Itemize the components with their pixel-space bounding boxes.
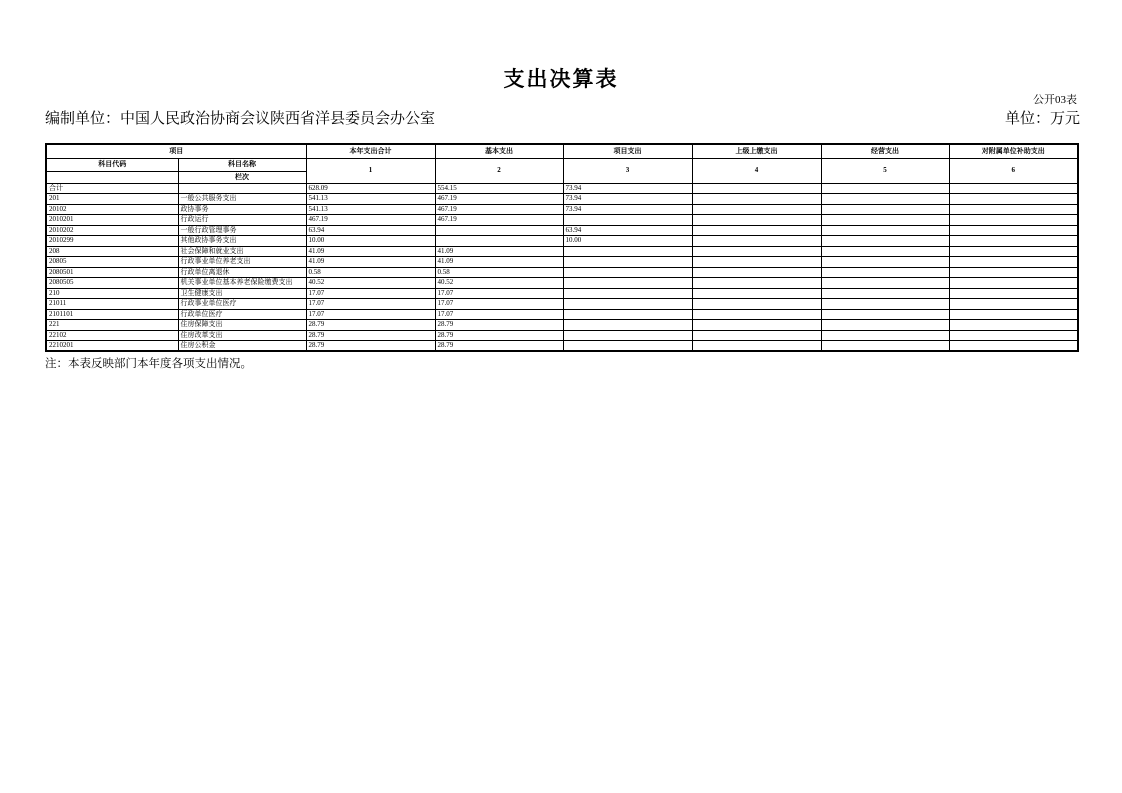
subject-name-cell: 政协事务 — [178, 204, 306, 215]
value-cell: 63.94 — [306, 225, 435, 236]
value-cell — [949, 257, 1078, 268]
value-cell: 17.07 — [435, 288, 563, 299]
table-row — [46, 204, 1078, 215]
value-cell — [949, 330, 1078, 341]
value-cell — [692, 299, 821, 310]
value-cell — [821, 236, 949, 247]
value-cell — [563, 341, 692, 352]
value-cell: 0.58 — [306, 267, 435, 278]
column-header: 经营支出 — [821, 144, 949, 158]
column-index: 1 — [306, 158, 435, 183]
column-index: 3 — [563, 158, 692, 183]
value-cell: 41.09 — [306, 246, 435, 257]
subject-name-cell: 住房公积金 — [178, 341, 306, 352]
subject-name-cell: 机关事业单位基本养老保险缴费支出 — [178, 278, 306, 289]
value-cell — [821, 341, 949, 352]
value-cell — [692, 225, 821, 236]
value-cell — [949, 309, 1078, 320]
subject-name-cell: 行政单位医疗 — [178, 309, 306, 320]
value-cell — [692, 267, 821, 278]
column-header: 对附属单位补助支出 — [949, 144, 1078, 158]
table-row — [46, 183, 1078, 194]
table-row — [46, 257, 1078, 268]
value-cell — [692, 204, 821, 215]
table-row — [46, 225, 1078, 236]
value-cell — [563, 320, 692, 331]
value-cell — [692, 309, 821, 320]
table-row — [46, 236, 1078, 247]
subject-name-cell: 行政事业单位养老支出 — [178, 257, 306, 268]
value-cell: 28.79 — [435, 341, 563, 352]
subject-name-cell: 卫生健康支出 — [178, 288, 306, 299]
value-cell — [563, 215, 692, 226]
value-cell: 17.07 — [306, 309, 435, 320]
subject-name-cell: 行政运行 — [178, 215, 306, 226]
value-cell: 41.09 — [306, 257, 435, 268]
column-index: 4 — [692, 158, 821, 183]
column-rank-header: 栏次 — [178, 171, 306, 183]
subject-name-cell: 住房保障支出 — [178, 320, 306, 331]
value-cell — [563, 278, 692, 289]
subject-code-cell: 2210201 — [46, 341, 178, 352]
subject-code-cell: 2080505 — [46, 278, 178, 289]
table-row — [46, 215, 1078, 226]
value-cell — [692, 330, 821, 341]
value-cell: 17.07 — [306, 288, 435, 299]
value-cell: 17.07 — [435, 299, 563, 310]
value-cell — [821, 246, 949, 257]
subject-code-cell: 22102 — [46, 330, 178, 341]
value-cell — [435, 236, 563, 247]
subject-name-cell: 一般行政管理事务 — [178, 225, 306, 236]
value-cell: 541.13 — [306, 194, 435, 205]
subject-code-cell: 208 — [46, 246, 178, 257]
value-cell: 541.13 — [306, 204, 435, 215]
table-code-label: 公开03表 — [1033, 94, 1077, 106]
value-cell — [563, 299, 692, 310]
value-cell — [949, 288, 1078, 299]
subject-name-cell: 行政事业单位医疗 — [178, 299, 306, 310]
subject-code-cell: 20805 — [46, 257, 178, 268]
table-row — [46, 246, 1078, 257]
table-row — [46, 341, 1078, 352]
table-row — [46, 194, 1078, 205]
currency-unit-label: 单位：万元 — [1004, 111, 1080, 127]
value-cell: 28.79 — [306, 341, 435, 352]
value-cell — [692, 288, 821, 299]
value-cell — [563, 288, 692, 299]
value-cell — [949, 267, 1078, 278]
value-cell — [949, 299, 1078, 310]
column-header: 项目支出 — [563, 144, 692, 158]
header-row-1 — [46, 144, 1078, 158]
value-cell: 10.00 — [563, 236, 692, 247]
value-cell — [692, 236, 821, 247]
value-cell — [949, 225, 1078, 236]
value-cell — [563, 257, 692, 268]
subject-code-header: 科目代码 — [46, 158, 178, 171]
column-header: 上级上缴支出 — [692, 144, 821, 158]
value-cell — [435, 225, 563, 236]
value-cell — [949, 194, 1078, 205]
subject-code-cell: 2101101 — [46, 309, 178, 320]
value-cell — [821, 309, 949, 320]
table-row — [46, 309, 1078, 320]
value-cell: 0.58 — [435, 267, 563, 278]
value-cell — [949, 320, 1078, 331]
value-cell — [692, 194, 821, 205]
value-cell — [949, 183, 1078, 194]
value-cell — [692, 246, 821, 257]
preparer-unit-label: 编制单位：中国人民政治协商会议陕西省洋县委员会办公室 — [45, 111, 436, 127]
value-cell: 73.94 — [563, 204, 692, 215]
table-row — [46, 288, 1078, 299]
header-row-2 — [46, 158, 1078, 171]
value-cell — [821, 330, 949, 341]
value-cell — [821, 204, 949, 215]
value-cell: 28.79 — [306, 320, 435, 331]
value-cell: 28.79 — [306, 330, 435, 341]
value-cell — [821, 183, 949, 194]
value-cell — [949, 236, 1078, 247]
value-cell: 41.09 — [435, 246, 563, 257]
value-cell — [949, 341, 1078, 352]
value-cell: 17.07 — [306, 299, 435, 310]
table-row — [46, 267, 1078, 278]
column-index: 5 — [821, 158, 949, 183]
value-cell — [821, 278, 949, 289]
value-cell: 40.52 — [435, 278, 563, 289]
value-cell: 467.19 — [435, 204, 563, 215]
value-cell — [821, 299, 949, 310]
value-cell: 28.79 — [435, 320, 563, 331]
table-body — [46, 183, 1078, 351]
subject-code-cell: 合计 — [46, 183, 178, 194]
subject-code-cell: 2010201 — [46, 215, 178, 226]
subject-name-header: 科目名称 — [178, 158, 306, 171]
value-cell — [949, 278, 1078, 289]
table-row — [46, 299, 1078, 310]
table-row — [46, 330, 1078, 341]
subject-code-cell: 2010299 — [46, 236, 178, 247]
value-cell — [692, 341, 821, 352]
value-cell — [821, 225, 949, 236]
value-cell: 554.15 — [435, 183, 563, 194]
subject-code-cell: 20102 — [46, 204, 178, 215]
table-row — [46, 278, 1078, 289]
value-cell: 467.19 — [435, 215, 563, 226]
subject-code-cell: 221 — [46, 320, 178, 331]
value-cell: 17.07 — [435, 309, 563, 320]
table-row — [46, 320, 1078, 331]
value-cell: 467.19 — [306, 215, 435, 226]
value-cell — [692, 215, 821, 226]
subject-code-cell: 21011 — [46, 299, 178, 310]
subject-code-cell: 210 — [46, 288, 178, 299]
column-index: 2 — [435, 158, 563, 183]
value-cell — [821, 257, 949, 268]
value-cell — [692, 257, 821, 268]
page-title: 支出决算表 — [503, 67, 619, 91]
value-cell — [949, 204, 1078, 215]
value-cell — [821, 288, 949, 299]
value-cell: 73.94 — [563, 194, 692, 205]
value-cell: 40.52 — [306, 278, 435, 289]
meta-line — [45, 107, 1080, 128]
value-cell: 10.00 — [306, 236, 435, 247]
subject-code-cell: 2080501 — [46, 267, 178, 278]
subject-name-cell: 住房改革支出 — [178, 330, 306, 341]
value-cell — [692, 183, 821, 194]
value-cell: 41.09 — [435, 257, 563, 268]
value-cell: 28.79 — [435, 330, 563, 341]
value-cell — [692, 278, 821, 289]
value-cell — [949, 246, 1078, 257]
value-cell — [949, 215, 1078, 226]
expenditure-table — [45, 143, 1079, 352]
value-cell: 628.09 — [306, 183, 435, 194]
value-cell — [821, 320, 949, 331]
value-cell — [563, 330, 692, 341]
value-cell: 73.94 — [563, 183, 692, 194]
subject-name-cell: 社会保障和就业支出 — [178, 246, 306, 257]
subject-name-cell — [178, 183, 306, 194]
value-cell — [563, 309, 692, 320]
subject-name-cell: 行政单位离退休 — [178, 267, 306, 278]
value-cell — [563, 267, 692, 278]
subject-code-cell: 201 — [46, 194, 178, 205]
column-header: 基本支出 — [435, 144, 563, 158]
value-cell: 467.19 — [435, 194, 563, 205]
value-cell — [821, 194, 949, 205]
value-cell — [821, 215, 949, 226]
table-note: 注：本表反映部门本年度各项支出情况。 — [45, 358, 252, 370]
value-cell — [692, 320, 821, 331]
blank-header-cell — [46, 171, 178, 183]
project-group-header: 项目 — [46, 144, 306, 158]
subject-name-cell: 一般公共服务支出 — [178, 194, 306, 205]
column-header: 本年支出合计 — [306, 144, 435, 158]
subject-name-cell: 其他政协事务支出 — [178, 236, 306, 247]
value-cell — [821, 267, 949, 278]
value-cell: 63.94 — [563, 225, 692, 236]
subject-code-cell: 2010202 — [46, 225, 178, 236]
value-cell — [563, 246, 692, 257]
column-index: 6 — [949, 158, 1078, 183]
